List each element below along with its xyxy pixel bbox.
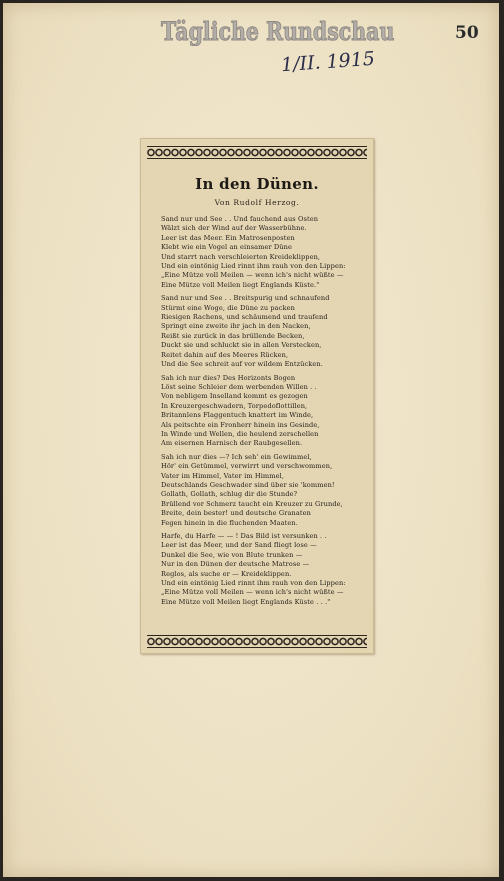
poem-line: Wälzt sich der Wind auf der Wasserbühne. [161, 224, 307, 233]
poem-line: Reitet dahin auf des Meeres Rücken, [161, 350, 289, 359]
poem-line: Britannlens Flaggentuch knattert im Winde, [161, 411, 314, 420]
poem-line: Sah ich nur dies —? Ich seh' ein Gewimmel, [161, 452, 312, 461]
poem-line: Reißt sie zurück in das brüllende Becken, [161, 331, 305, 340]
poem-line: Und die See schreit auf vor wildem Entzücken. [161, 360, 323, 369]
poem-line: Klebt wie ein Vogel an einsamer Düne [161, 243, 292, 252]
poem-line: Springt eine zweite ihr jach in den Nacken, [161, 322, 311, 331]
poem-line: Breite, dein bester! und deutsche Granaten [161, 509, 311, 518]
poem-stanza [161, 453, 367, 528]
poem-line: Nur in den Dünen der deutsche Matrose — [161, 560, 310, 569]
archive-sheet [3, 3, 499, 877]
poem-line: Und ein eintönig Lied rinnt ihm rauh von den Lippen: [161, 262, 346, 271]
poem-line: Leer ist das Meer, und der Sand fliegt lose — [161, 541, 317, 550]
poem-stanza [161, 294, 367, 369]
poem-line: „Eine Mütze voll Meilen — wenn ich's nicht wüßte — [161, 271, 344, 280]
poem-line: Riesigen Rachens, und schäumend und traufend [161, 313, 328, 322]
poem-line: Hör' ein Getümmel, verwirrt und verschwommen, [161, 462, 333, 471]
poem-body [161, 215, 367, 607]
poem-line: Dunkel die See, wie von Blute trunken — [161, 550, 303, 559]
poem-line: Deutschlands Geschwader sind über sie 'kommen! [161, 480, 335, 489]
poem-line: Eine Mütze voll Meilen liegt Englands Küste." [161, 280, 320, 289]
poem-line: Und starrt nach verschleierten Kreideklippen, [161, 252, 321, 261]
poem-line: Stürmt eine Woge, die Düne zu packen [161, 303, 295, 312]
handwritten-date: 1/II. 1915 [280, 47, 376, 77]
poem-line: Harfe, du Harfe — — ! Das Bild ist versunken . . [161, 532, 327, 540]
poem-line: Von nebligem Inselland kommt es gezogen [161, 392, 308, 401]
poem-title: In den Dünen. [195, 175, 319, 193]
poem-stanza [161, 532, 367, 607]
poem-line: Als peitschte ein Fronherr hinein ins Gesinde, [161, 420, 320, 429]
poem-line: Löst seine Schleier dem werbenden Willen . . [161, 382, 317, 391]
poem-line: Eine Mütze voll Meilen liegt Englands Küste . . ." [161, 597, 331, 606]
poem-line: In Kreuzergeschwadern, Torpedoflottillen, [161, 401, 308, 410]
poem-byline: Von Rudolf Herzog. [214, 198, 300, 207]
poem-line: „Eine Mütze voll Meilen — wenn ich's nicht wüßte — [161, 588, 344, 597]
poem-line: Sah ich nur dies? Des Horizonts Bogen [161, 373, 296, 382]
poem-line: Vater im Himmel, Vater im Himmel, [161, 471, 285, 480]
poem-stanza [161, 374, 367, 449]
newspaper-stamp: Tägliche Rundschau [161, 17, 395, 46]
poem-line: Und ein eintönig Lied rinnt ihm rauh von den Lippen: [161, 579, 346, 588]
poem-line: Brüllend vor Schmerz taucht ein Kreuzer zu Grunde, [161, 499, 343, 508]
poem-line: Am eisernen Harnisch der Raubgesellen. [161, 439, 303, 448]
newspaper-clipping [140, 138, 374, 654]
poem-line: Sand nur und See . . Und fauchend aus Osten [161, 215, 319, 223]
poem-stanza [161, 215, 367, 290]
poem-line: Reglos, als suche er — Kreideklippen. [161, 569, 292, 578]
poem-line: Leer ist das Meer. Ein Matrosenposten [161, 233, 295, 242]
poem-line: Sand nur und See . . Breitspurig und schnaufend [161, 294, 330, 303]
page-number: 50 [455, 23, 479, 43]
poem-line: Duckt sie und schluckt sie in allen Verstecken, [161, 341, 322, 350]
poem-line: Fegen hinein in die fluchenden Maaten. [161, 518, 298, 527]
poem-line: Gollath, Gollath, schlug dir die Stunde? [161, 490, 298, 499]
ornamental-border-bottom [147, 635, 367, 648]
ornamental-border-top [147, 146, 367, 159]
poem-line: In Winde und Wellen, die heulend zerschellen [161, 429, 319, 438]
